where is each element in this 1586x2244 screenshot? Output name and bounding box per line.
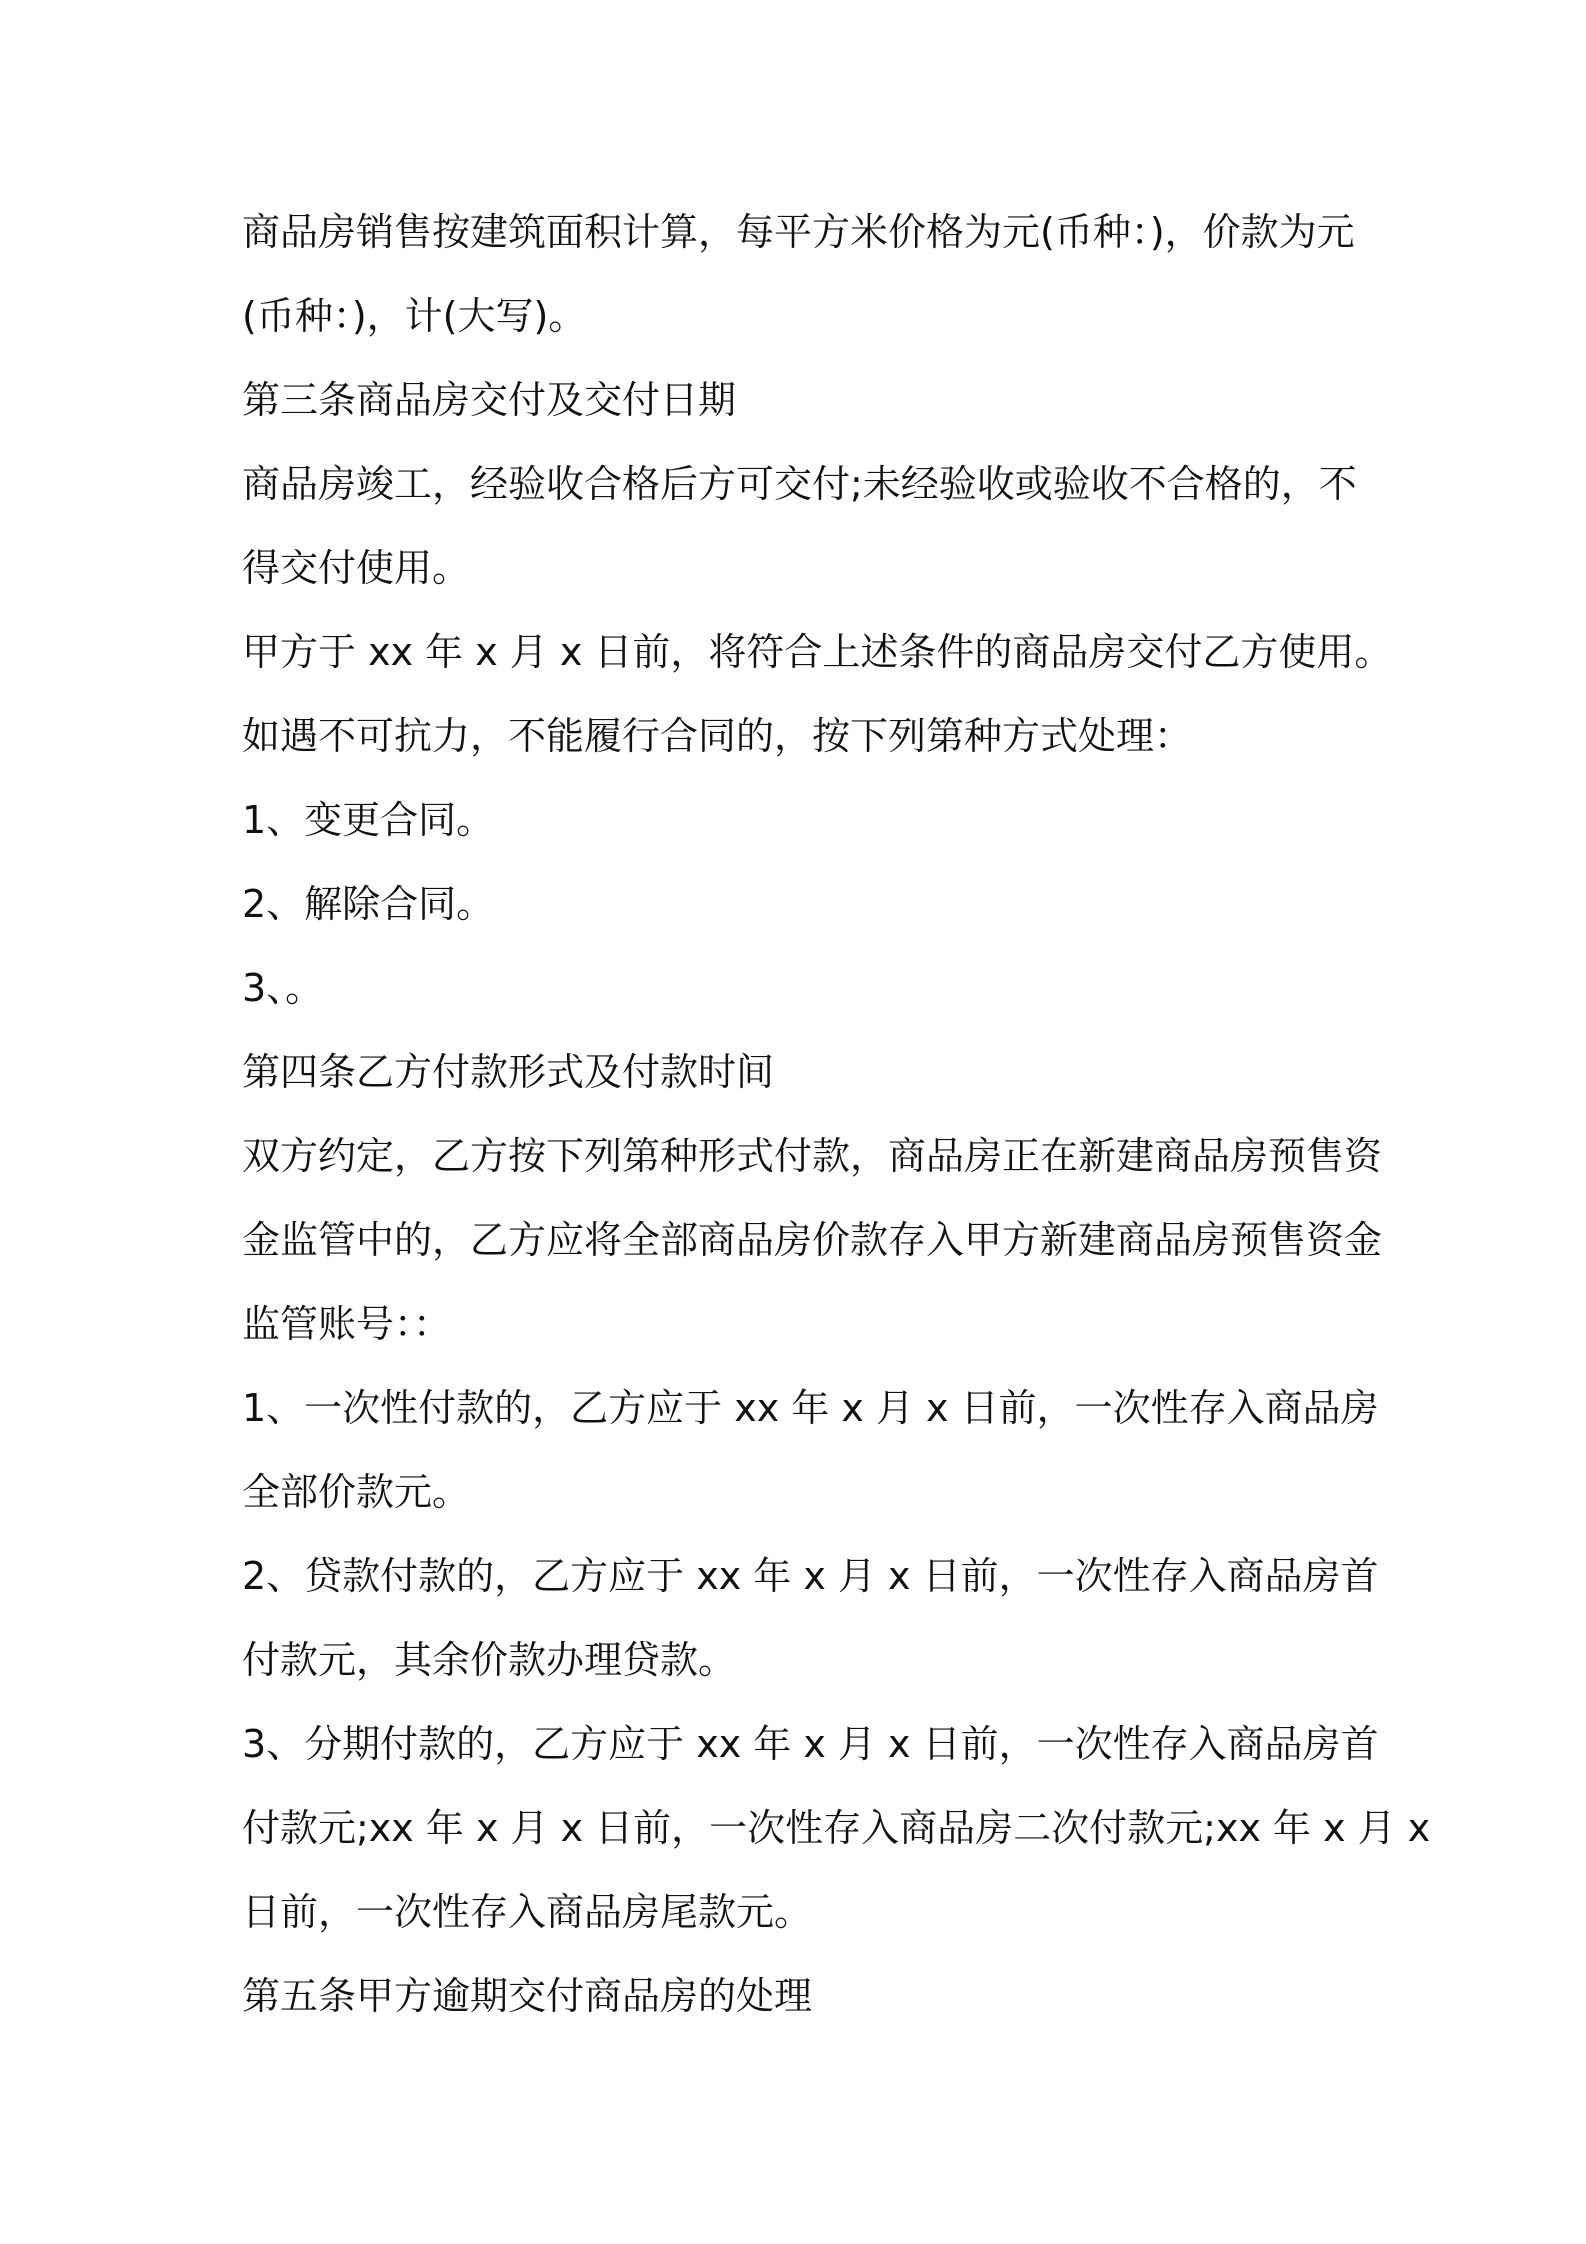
paragraph-line: 商品房销售按建筑面积计算，每平方米价格为元(币种：)，价款为元 <box>242 210 1355 254</box>
paragraph-line: 甲方于 xx 年 x 月 x 日前，将符合上述条件的商品房交付乙方使用。 <box>242 630 1393 674</box>
list-item-continuation: 全部价款元。 <box>242 1470 471 1514</box>
section-heading: 第三条商品房交付及交付日期 <box>242 378 737 422</box>
list-item-continuation: 付款元;xx 年 x 月 x 日前，一次性存入商品房二次付款元;xx 年 x 月 x <box>242 1806 1431 1850</box>
list-item-continuation: 付款元，其余价款办理贷款。 <box>242 1638 737 1682</box>
section-heading: 第四条乙方付款形式及付款时间 <box>242 1050 775 1094</box>
list-item-continuation: 日前，一次性存入商品房尾款元。 <box>242 1890 813 1934</box>
list-item: 1、变更合同。 <box>242 798 495 842</box>
list-item: 3、分期付款的，乙方应于 xx 年 x 月 x 日前，一次性存入商品房首 <box>242 1722 1379 1766</box>
paragraph-line: (币种：)，计(大写)。 <box>242 294 587 338</box>
paragraph-line: 如遇不可抗力，不能履行合同的，按下列第种方式处理： <box>242 714 1193 758</box>
list-item: 2、贷款付款的，乙方应于 xx 年 x 月 x 日前，一次性存入商品房首 <box>242 1554 1379 1598</box>
paragraph-line: 金监管中的，乙方应将全部商品房价款存入甲方新建商品房预售资金 <box>242 1218 1383 1262</box>
list-item: 3、。 <box>242 966 324 1010</box>
list-item: 1、一次性付款的，乙方应于 xx 年 x 月 x 日前，一次性存入商品房 <box>242 1386 1379 1430</box>
list-item: 2、解除合同。 <box>242 882 495 926</box>
document-body <box>242 190 1431 2038</box>
paragraph-line: 商品房竣工，经验收合格后方可交付;未经验收或验收不合格的，不 <box>242 462 1357 506</box>
paragraph-line: 得交付使用。 <box>242 546 471 590</box>
paragraph-line: 监管账号：： <box>242 1302 452 1346</box>
section-heading: 第五条甲方逾期交付商品房的处理 <box>242 1974 813 2018</box>
paragraph-line: 双方约定，乙方按下列第种形式付款，商品房正在新建商品房预售资 <box>242 1134 1383 1178</box>
